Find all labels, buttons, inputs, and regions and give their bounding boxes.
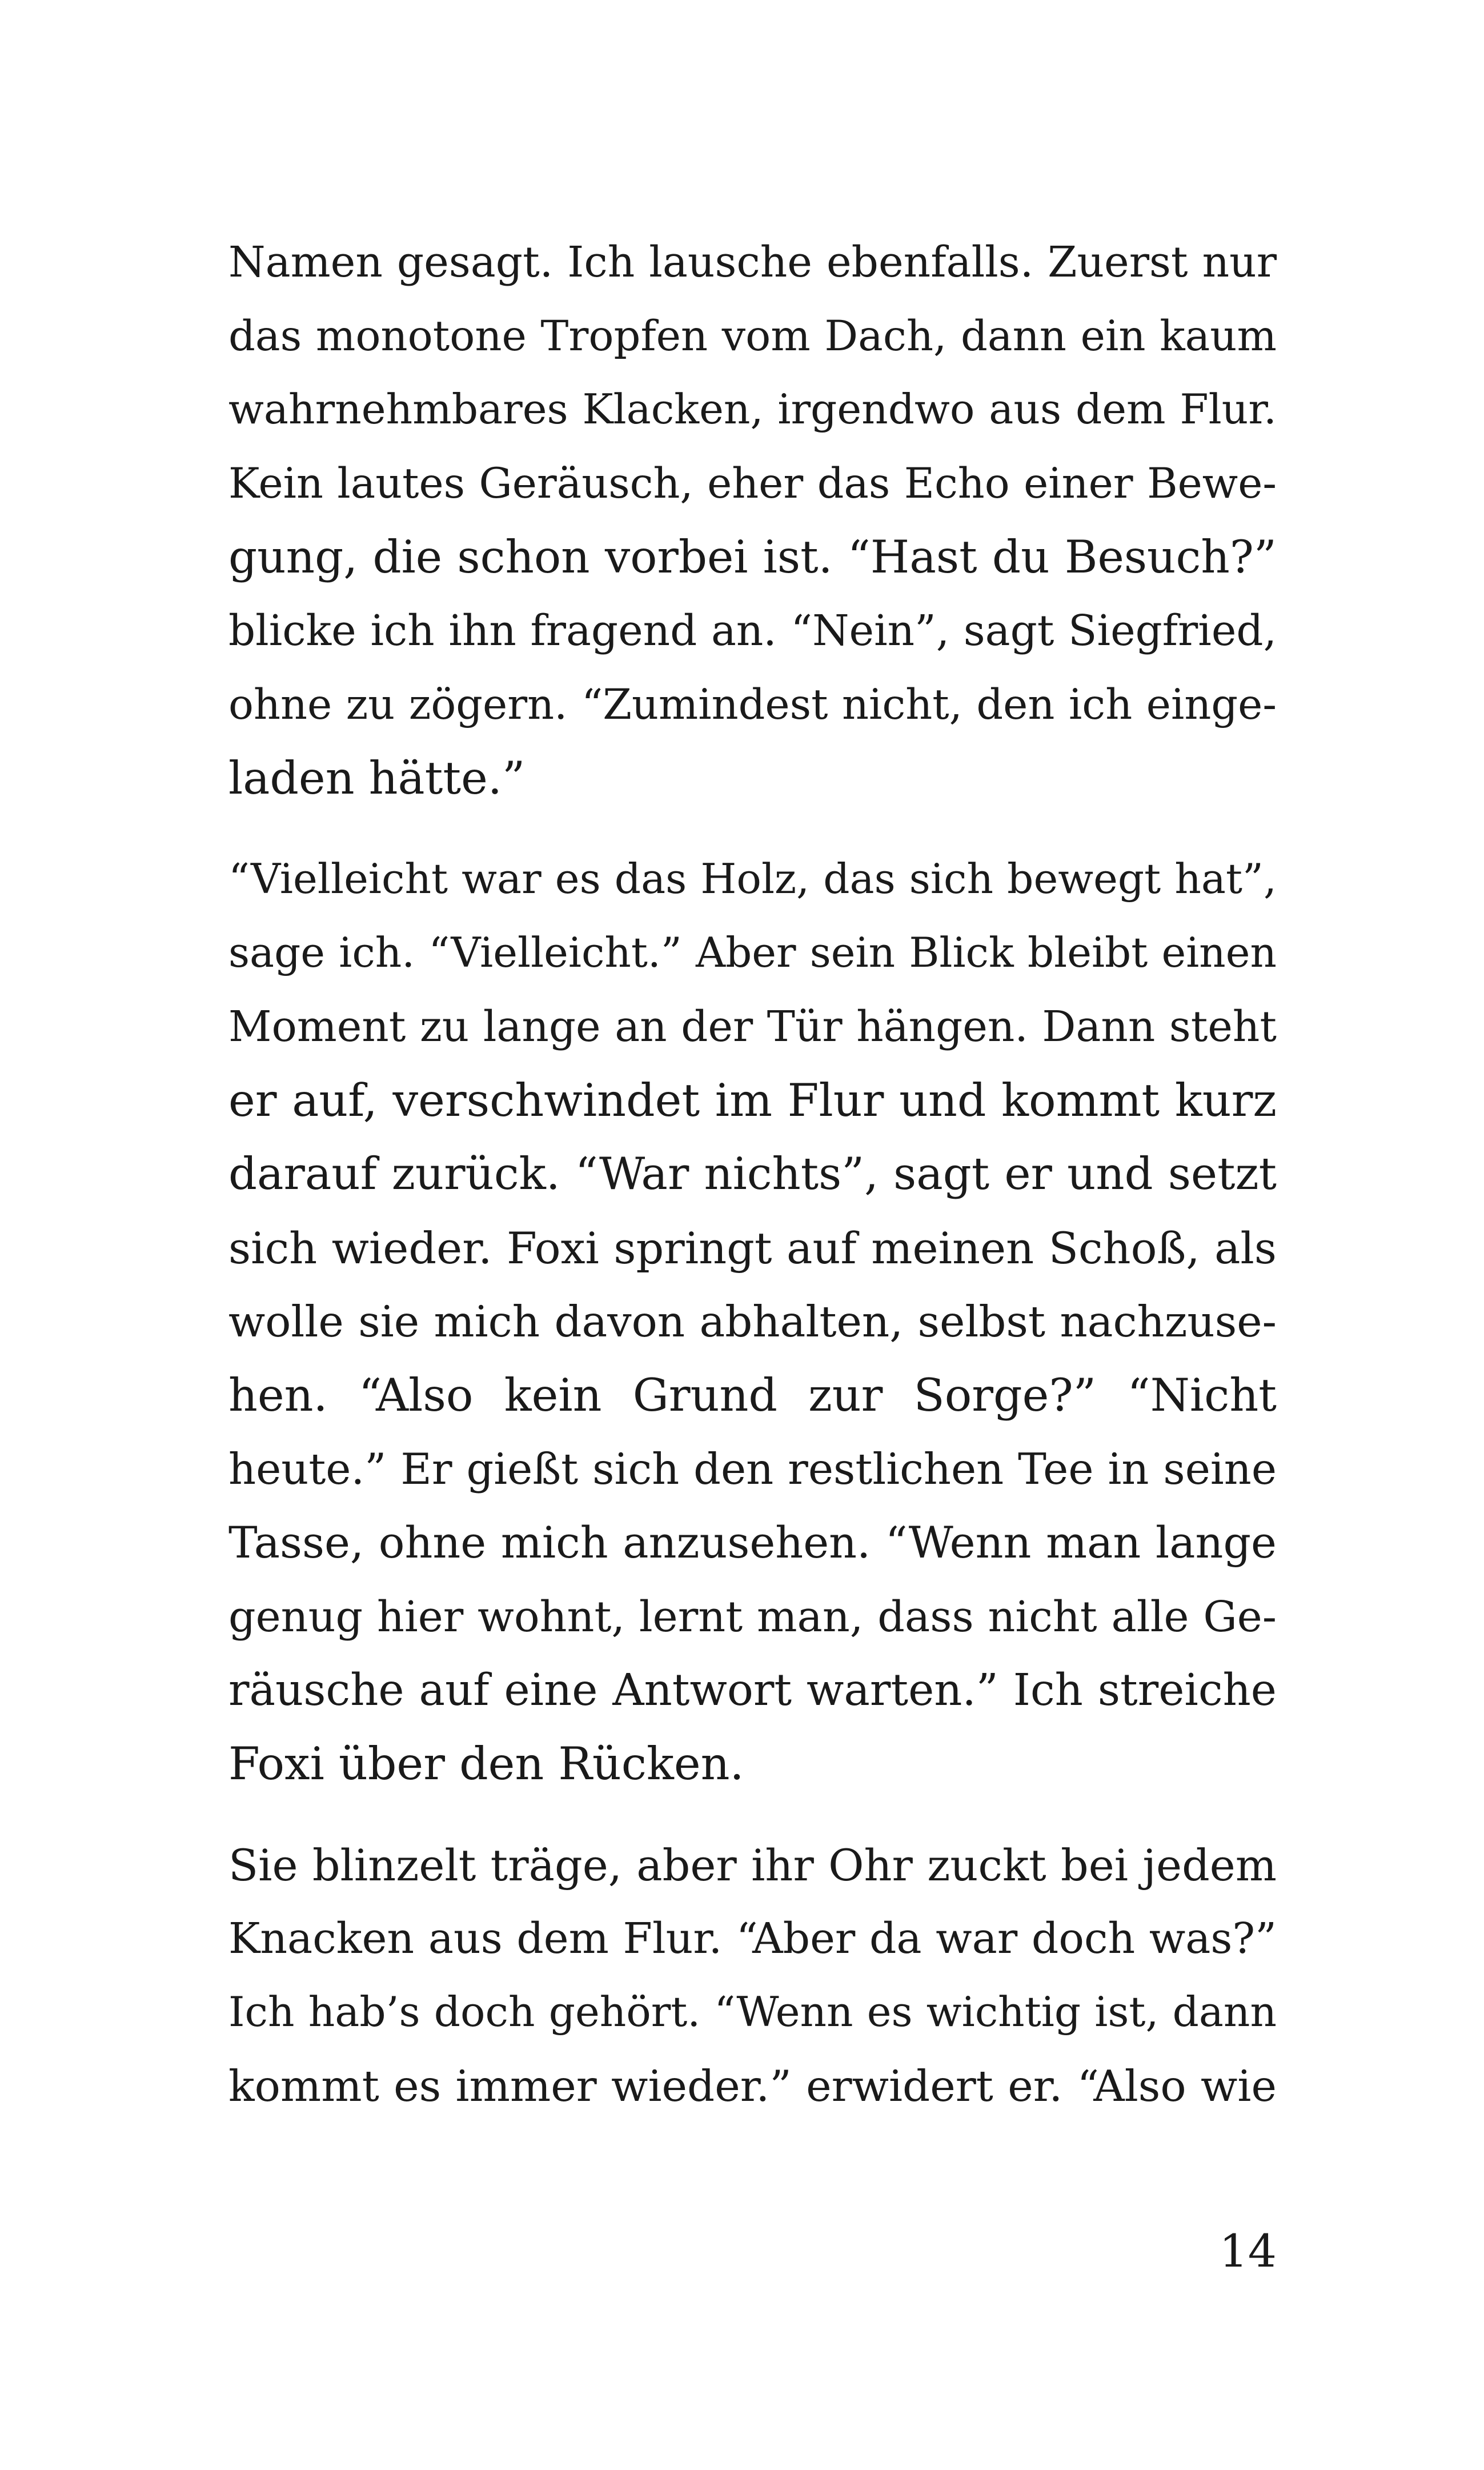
paragraph-gap [228,1801,1277,1828]
text-line: gung, die schon vorbei ist. “Hast du Besuch?” [228,531,1277,583]
text-line: wolle sie mich davon abhalten, selbst nachzuse- [228,1296,1277,1347]
text-line: blicke ich ihn fragend an. “Nein”, sagt Siegfried, [228,607,1277,655]
text-line: sich wieder. Foxi springt auf meinen Schoß, als [228,1223,1277,1274]
paragraph-gap [228,815,1277,843]
text-line: Sie blinzelt träge, aber ihr Ohr zuckt bei jedem [228,1840,1277,1891]
text-line: Tasse, ohne mich anzusehen. “Wenn man lange [228,1518,1277,1568]
text-line: hen. “Also kein Grund zur Sorge?” “Nicht [228,1369,1277,1422]
body-text [228,226,1277,2123]
text-line: kommt es immer wieder.” erwidert er. “Also wie [228,2061,1277,2111]
paragraph-1 [228,226,1277,815]
text-line: laden hätte.” [228,752,526,804]
text-line: Foxi über den Rücken. [228,1738,744,1790]
text-line: das monotone Tropfen vom Dach, dann ein kaum [228,312,1277,361]
text-line: sage ich. “Vielleicht.” Aber sein Blick bleibt einen [228,929,1277,977]
text-line: “Vielleicht war es das Holz, das sich bewegt hat”, [228,855,1277,903]
text-line: wahrnehmbares Klacken, irgendwo aus dem Flur. [228,386,1277,434]
text-line: Ich hab’s doch gehört. “Wenn es wichtig ist, dann [228,1988,1277,2036]
text-line: Namen gesagt. Ich lausche ebenfalls. Zuerst nur [228,238,1277,287]
text-line: räusche auf eine Antwort warten.” Ich streiche [228,1665,1277,1716]
text-line: darauf zurück. “War nichts”, sagt er und setzt [228,1148,1277,1200]
text-line: Kein lautes Geräusch, eher das Echo einer Bewe- [228,459,1277,508]
paragraph-2 [228,843,1277,1801]
text-line: Knacken aus dem Flur. “Aber da war doch was?” [228,1914,1277,1963]
page-number: 14 [1219,2225,1277,2277]
text-line: er auf, verschwindet im Flur und kommt kurz [228,1074,1277,1127]
text-line: heute.” Er gießt sich den restlichen Tee in seine [228,1444,1277,1494]
text-line: Moment zu lange an der Tür hängen. Dann steht [228,1003,1277,1051]
paragraph-3 [228,1828,1277,2123]
text-line: ohne zu zögern. “Zumindest nicht, den ich einge- [228,680,1277,729]
text-line: genug hier wohnt, lernt man, dass nicht alle Ge- [228,1592,1277,1642]
